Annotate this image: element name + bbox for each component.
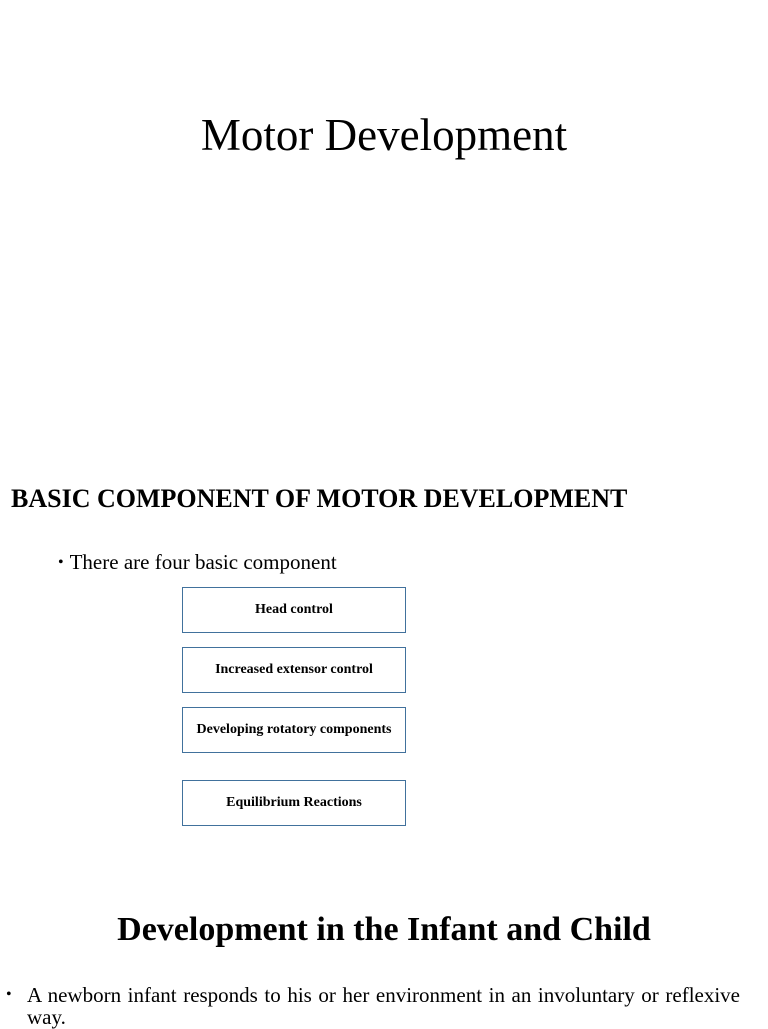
bullet-icon: • bbox=[6, 986, 12, 1003]
bullet-icon: • bbox=[58, 554, 64, 571]
component-box-extensor-control: Increased extensor control bbox=[182, 647, 406, 693]
slide-subtitle: Development in the Infant and Child bbox=[117, 911, 651, 948]
component-box-head-control: Head control bbox=[182, 587, 406, 633]
body-bullet-text: A newborn infant responds to his or her environment in an involuntary or reflexive way. bbox=[27, 983, 740, 1029]
component-box-equilibrium-reactions: Equilibrium Reactions bbox=[182, 780, 406, 826]
component-box-rotatory-components: Developing rotatory components bbox=[182, 707, 406, 753]
slide-title: Motor Development bbox=[200, 110, 568, 160]
bullet-item bbox=[58, 548, 337, 579]
bullet-text: There are four basic component bbox=[69, 550, 337, 574]
body-bullet-item bbox=[6, 984, 740, 1028]
section-heading: BASIC COMPONENT OF MOTOR DEVELOPMENT bbox=[11, 484, 628, 513]
